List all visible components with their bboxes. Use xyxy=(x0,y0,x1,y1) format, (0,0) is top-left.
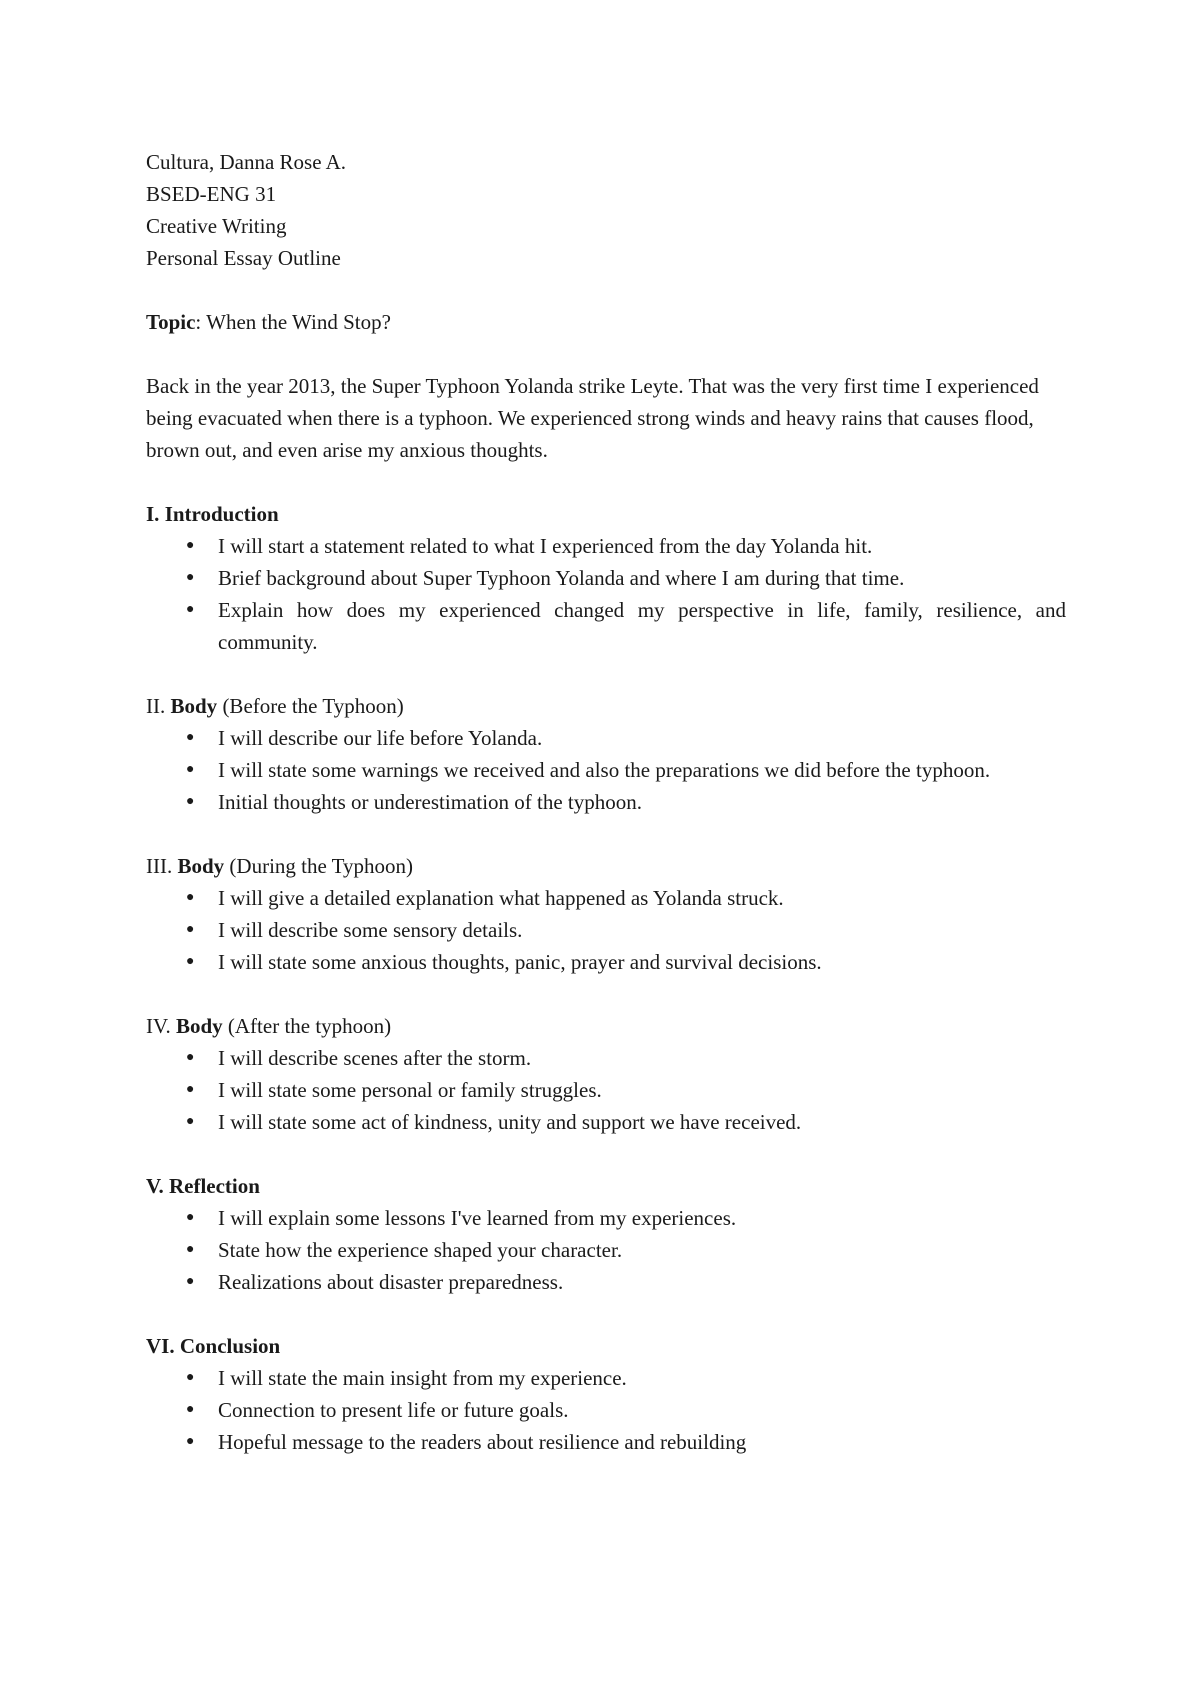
spacer xyxy=(146,338,1066,370)
list-item-text: I will describe scenes after the storm. xyxy=(218,1046,532,1070)
bullet-icon: ● xyxy=(186,1274,195,1289)
section-label: Introduction xyxy=(164,502,279,526)
list-item xyxy=(146,1426,1066,1458)
section-heading xyxy=(146,498,1066,530)
bullet-icon: ● xyxy=(186,602,195,617)
bullet-icon: ● xyxy=(186,538,195,553)
bullet-icon: ● xyxy=(186,1114,195,1129)
topic-title: When the Wind Stop? xyxy=(206,310,391,334)
spacer xyxy=(146,818,1066,850)
intro-paragraph: Back in the year 2013, the Super Typhoon Yolanda strike Leyte. That was the very first time I experienced being evacuated when there is a typhoon. We experienced strong winds and heavy rains that causes flood, brown out, and even arise my anxious thoughts. xyxy=(146,374,1039,462)
topic-line xyxy=(146,306,1066,338)
section-number: IV. xyxy=(146,1014,171,1038)
section-number: I. xyxy=(146,502,160,526)
list-item xyxy=(146,946,1066,978)
bullet-icon: ● xyxy=(186,1434,195,1449)
section-label: Body xyxy=(170,694,218,718)
bullet-list xyxy=(146,1362,1066,1458)
topic-separator: : xyxy=(195,310,207,334)
section-heading xyxy=(146,850,1066,882)
bullet-icon: ● xyxy=(186,1370,195,1385)
bullet-icon: ● xyxy=(186,570,195,585)
list-item xyxy=(146,562,1066,594)
list-item xyxy=(146,914,1066,946)
list-item-text: I will state some personal or family struggles. xyxy=(218,1078,602,1102)
section-heading xyxy=(146,1010,1066,1042)
bullet-icon: ● xyxy=(186,1242,195,1257)
list-item xyxy=(146,786,1066,818)
list-item xyxy=(146,1074,1066,1106)
assignment-title: Personal Essay Outline xyxy=(146,246,341,270)
list-item-text: I will describe some sensory details. xyxy=(218,918,523,942)
section-number: III. xyxy=(146,854,173,878)
bullet-list xyxy=(146,530,1066,658)
list-item xyxy=(146,1202,1066,1234)
bullet-icon: ● xyxy=(186,762,195,777)
spacer xyxy=(146,658,1066,690)
student-name: Cultura, Danna Rose A. xyxy=(146,150,347,174)
section-note: (After the typhoon) xyxy=(227,1014,392,1038)
list-item xyxy=(146,754,1066,786)
list-item xyxy=(146,722,1066,754)
list-item xyxy=(146,1234,1066,1266)
bullet-icon: ● xyxy=(186,1210,195,1225)
list-item xyxy=(146,530,1066,562)
bullet-icon: ● xyxy=(186,1402,195,1417)
bullet-icon: ● xyxy=(186,730,195,745)
bullet-list xyxy=(146,722,1066,818)
section-number: V. xyxy=(146,1174,164,1198)
list-item xyxy=(146,594,1066,658)
list-item-text: I will explain some lessons I've learned from my experiences. xyxy=(218,1206,737,1230)
list-item xyxy=(146,1042,1066,1074)
student-section: BSED-ENG 31 xyxy=(146,182,277,206)
list-item-text: Realizations about disaster preparedness. xyxy=(218,1270,564,1294)
section-heading xyxy=(146,690,1066,722)
course-name: Creative Writing xyxy=(146,214,287,238)
section-heading xyxy=(146,1330,1066,1362)
bullet-icon: ● xyxy=(186,922,195,937)
bullet-icon: ● xyxy=(186,1050,195,1065)
bullet-list xyxy=(146,1042,1066,1138)
list-item xyxy=(146,1266,1066,1298)
bullet-list xyxy=(146,882,1066,978)
bullet-icon: ● xyxy=(186,794,195,809)
list-item-text: I will state the main insight from my experience. xyxy=(218,1366,627,1390)
section-note: (During the Typhoon) xyxy=(229,854,414,878)
list-item-text: State how the experience shaped your character. xyxy=(218,1238,623,1262)
spacer xyxy=(146,1138,1066,1170)
spacer xyxy=(146,1298,1066,1330)
list-item-text: Explain how does my experienced changed my perspective in life, family, resilience, and community. xyxy=(218,598,1066,654)
outline-sections xyxy=(146,466,1066,1458)
section-number: VI. xyxy=(146,1334,175,1358)
list-item-text: I will start a statement related to what I experienced from the day Yolanda hit. xyxy=(218,534,873,558)
section-label: Body xyxy=(177,854,225,878)
bullet-list xyxy=(146,1202,1066,1298)
section-number: II. xyxy=(146,694,166,718)
list-item-text: Brief background about Super Typhoon Yolanda and where I am during that time. xyxy=(218,566,905,590)
bullet-icon: ● xyxy=(186,1082,195,1097)
section-heading xyxy=(146,1170,1066,1202)
list-item-text: I will state some act of kindness, unity and support we have received. xyxy=(218,1110,802,1134)
list-item-text: Hopeful message to the readers about resilience and rebuilding xyxy=(218,1430,747,1454)
topic-label: Topic xyxy=(146,310,196,334)
bullet-icon: ● xyxy=(186,954,195,969)
list-item xyxy=(146,882,1066,914)
spacer xyxy=(146,978,1066,1010)
list-item-text: I will give a detailed explanation what happened as Yolanda struck. xyxy=(218,886,784,910)
list-item xyxy=(146,1106,1066,1138)
list-item xyxy=(146,1362,1066,1394)
list-item-text: Connection to present life or future goals. xyxy=(218,1398,569,1422)
list-item-text: I will describe our life before Yolanda. xyxy=(218,726,543,750)
list-item xyxy=(146,1394,1066,1426)
section-label: Reflection xyxy=(168,1174,260,1198)
list-item-text: I will state some warnings we received and also the preparations we did before the typhoon. xyxy=(218,758,991,782)
bullet-icon: ● xyxy=(186,890,195,905)
section-note: (Before the Typhoon) xyxy=(222,694,404,718)
list-item-text: I will state some anxious thoughts, panic, prayer and survival decisions. xyxy=(218,950,822,974)
document-page xyxy=(146,146,1066,1458)
list-item-text: Initial thoughts or underestimation of the typhoon. xyxy=(218,790,643,814)
spacer xyxy=(146,466,1066,498)
section-label: Conclusion xyxy=(179,1334,281,1358)
spacer xyxy=(146,274,1066,306)
section-label: Body xyxy=(175,1014,223,1038)
